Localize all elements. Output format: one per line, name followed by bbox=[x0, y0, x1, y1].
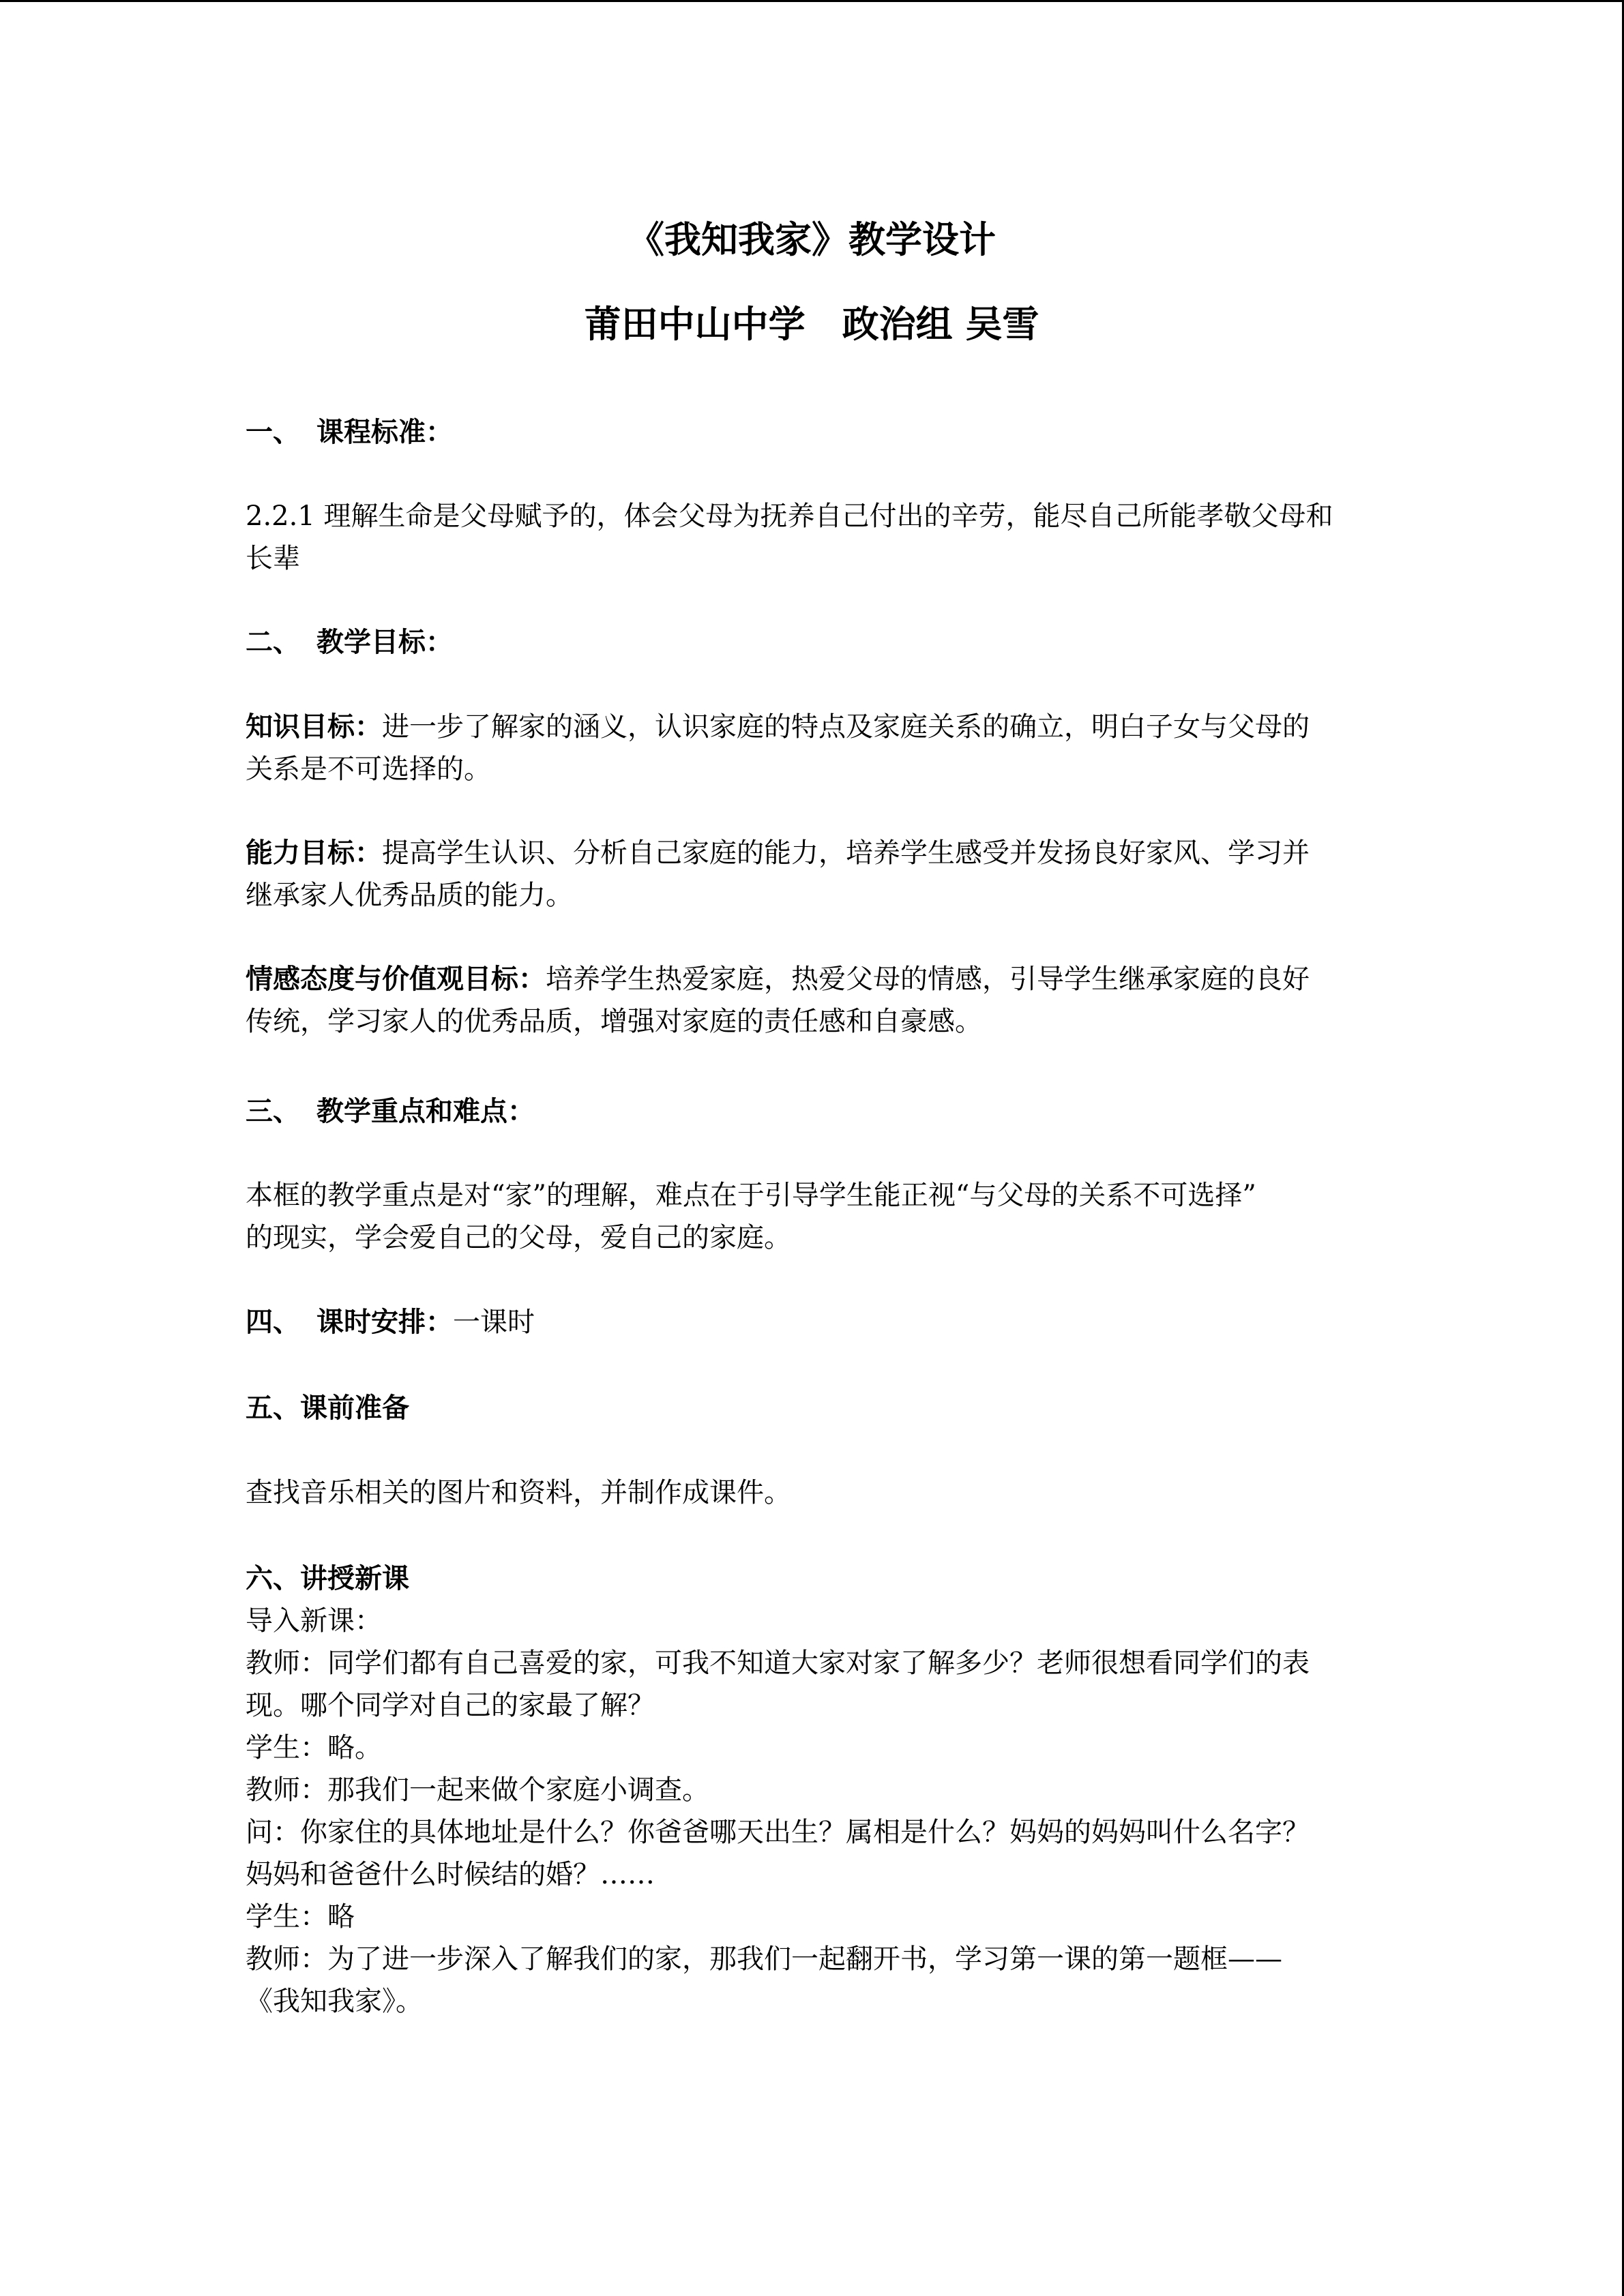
new-lesson-line-5: 教师：那我们一起来做个家庭小调查。 bbox=[246, 1774, 709, 1806]
schedule-value: 一课时 bbox=[453, 1307, 535, 1338]
new-lesson-line-1: 导入新课： bbox=[246, 1605, 382, 1637]
section-heading-objectives bbox=[246, 621, 1378, 664]
section-heading-curriculum bbox=[246, 411, 1378, 453]
ability-objective-label: 能力目标： bbox=[246, 837, 382, 869]
preparation-line-1: 查找音乐相关的图片和资料，并制作成课件。 bbox=[246, 1477, 791, 1508]
emotion-objective-line-2: 传统，学习家人的优秀品质，增强对家庭的责任感和自豪感。 bbox=[246, 1006, 982, 1037]
key-points-line-2: 的现实，学会爱自己的父母，爱自己的家庭。 bbox=[246, 1222, 791, 1253]
curriculum-line-2: 长辈 bbox=[246, 543, 300, 574]
section-heading-preparation: 五、课前准备 bbox=[246, 1392, 409, 1424]
new-lesson-line-9: 教师：为了进一步深入了解我们的家，那我们一起翻开书，学习第一课的第一题框—— bbox=[246, 1943, 1282, 1975]
section-heading-new-lesson: 六、讲授新课 bbox=[246, 1562, 409, 1594]
document-title: 《我知我家》教学设计 bbox=[628, 218, 996, 261]
page-top-border bbox=[0, 0, 1624, 2]
section-title: 课时安排： bbox=[316, 1306, 453, 1338]
section-number: 四、 bbox=[246, 1306, 300, 1338]
section-number: 三、 bbox=[246, 1095, 300, 1127]
section-number: 一、 bbox=[246, 416, 300, 448]
new-lesson-line-6: 问：你家住的具体地址是什么？你爸爸哪天出生？属相是什么？妈妈的妈妈叫什么名字？ bbox=[246, 1817, 1310, 1848]
ability-objective-text: 提高学生认识、分析自己家庭的能力，培养学生感受并发扬良好家风、学习并 bbox=[382, 837, 1310, 869]
emotion-objective-label: 情感态度与价值观目标： bbox=[246, 963, 546, 995]
key-points-line-1: 本框的教学重点是对“家”的理解，难点在于引导学生能正视“与父母的关系不可选择” bbox=[246, 1180, 1256, 1211]
knowledge-objective-line-2: 关系是不可选择的。 bbox=[246, 754, 491, 785]
new-lesson-line-2: 教师：同学们都有自己喜爱的家，可我不知道大家对家了解多少？老师很想看同学们的表 bbox=[246, 1648, 1310, 1679]
section-number: 二、 bbox=[246, 626, 300, 658]
ability-objective-line-2: 继承家人优秀品质的能力。 bbox=[246, 880, 573, 911]
new-lesson-line-3: 现。哪个同学对自己的家最了解？ bbox=[246, 1690, 655, 1721]
section-title: 教学目标： bbox=[316, 626, 453, 658]
new-lesson-line-7: 妈妈和爸爸什么时候结的婚？…… bbox=[246, 1859, 655, 1890]
new-lesson-line-4: 学生：略。 bbox=[246, 1732, 382, 1763]
knowledge-objective-line-1 bbox=[246, 706, 1378, 748]
knowledge-objective-label: 知识目标： bbox=[246, 711, 382, 743]
emotion-objective-line-1 bbox=[246, 958, 1378, 1000]
section-title: 课程标准： bbox=[316, 416, 453, 448]
section-heading-schedule bbox=[246, 1301, 1378, 1343]
new-lesson-line-8: 学生：略 bbox=[246, 1901, 355, 1933]
emotion-objective-text: 培养学生热爱家庭，热爱父母的情感，引导学生继承家庭的良好 bbox=[546, 964, 1310, 995]
curriculum-line-1: 2.2.1 理解生命是父母赋予的，体会父母为抚养自己付出的辛劳，能尽自己所能孝敬父母和 bbox=[246, 501, 1333, 532]
new-lesson-line-10: 《我知我家》。 bbox=[246, 1986, 423, 2017]
section-title: 教学重点和难点： bbox=[316, 1095, 535, 1127]
ability-objective-line-1 bbox=[246, 832, 1378, 874]
section-heading-key-points bbox=[246, 1090, 1378, 1133]
knowledge-objective-text: 进一步了解家的涵义，认识家庭的特点及家庭关系的确立，明白子女与父母的 bbox=[382, 711, 1310, 743]
document-subtitle: 莆田中山中学 政治组 吴雪 bbox=[584, 302, 1039, 346]
